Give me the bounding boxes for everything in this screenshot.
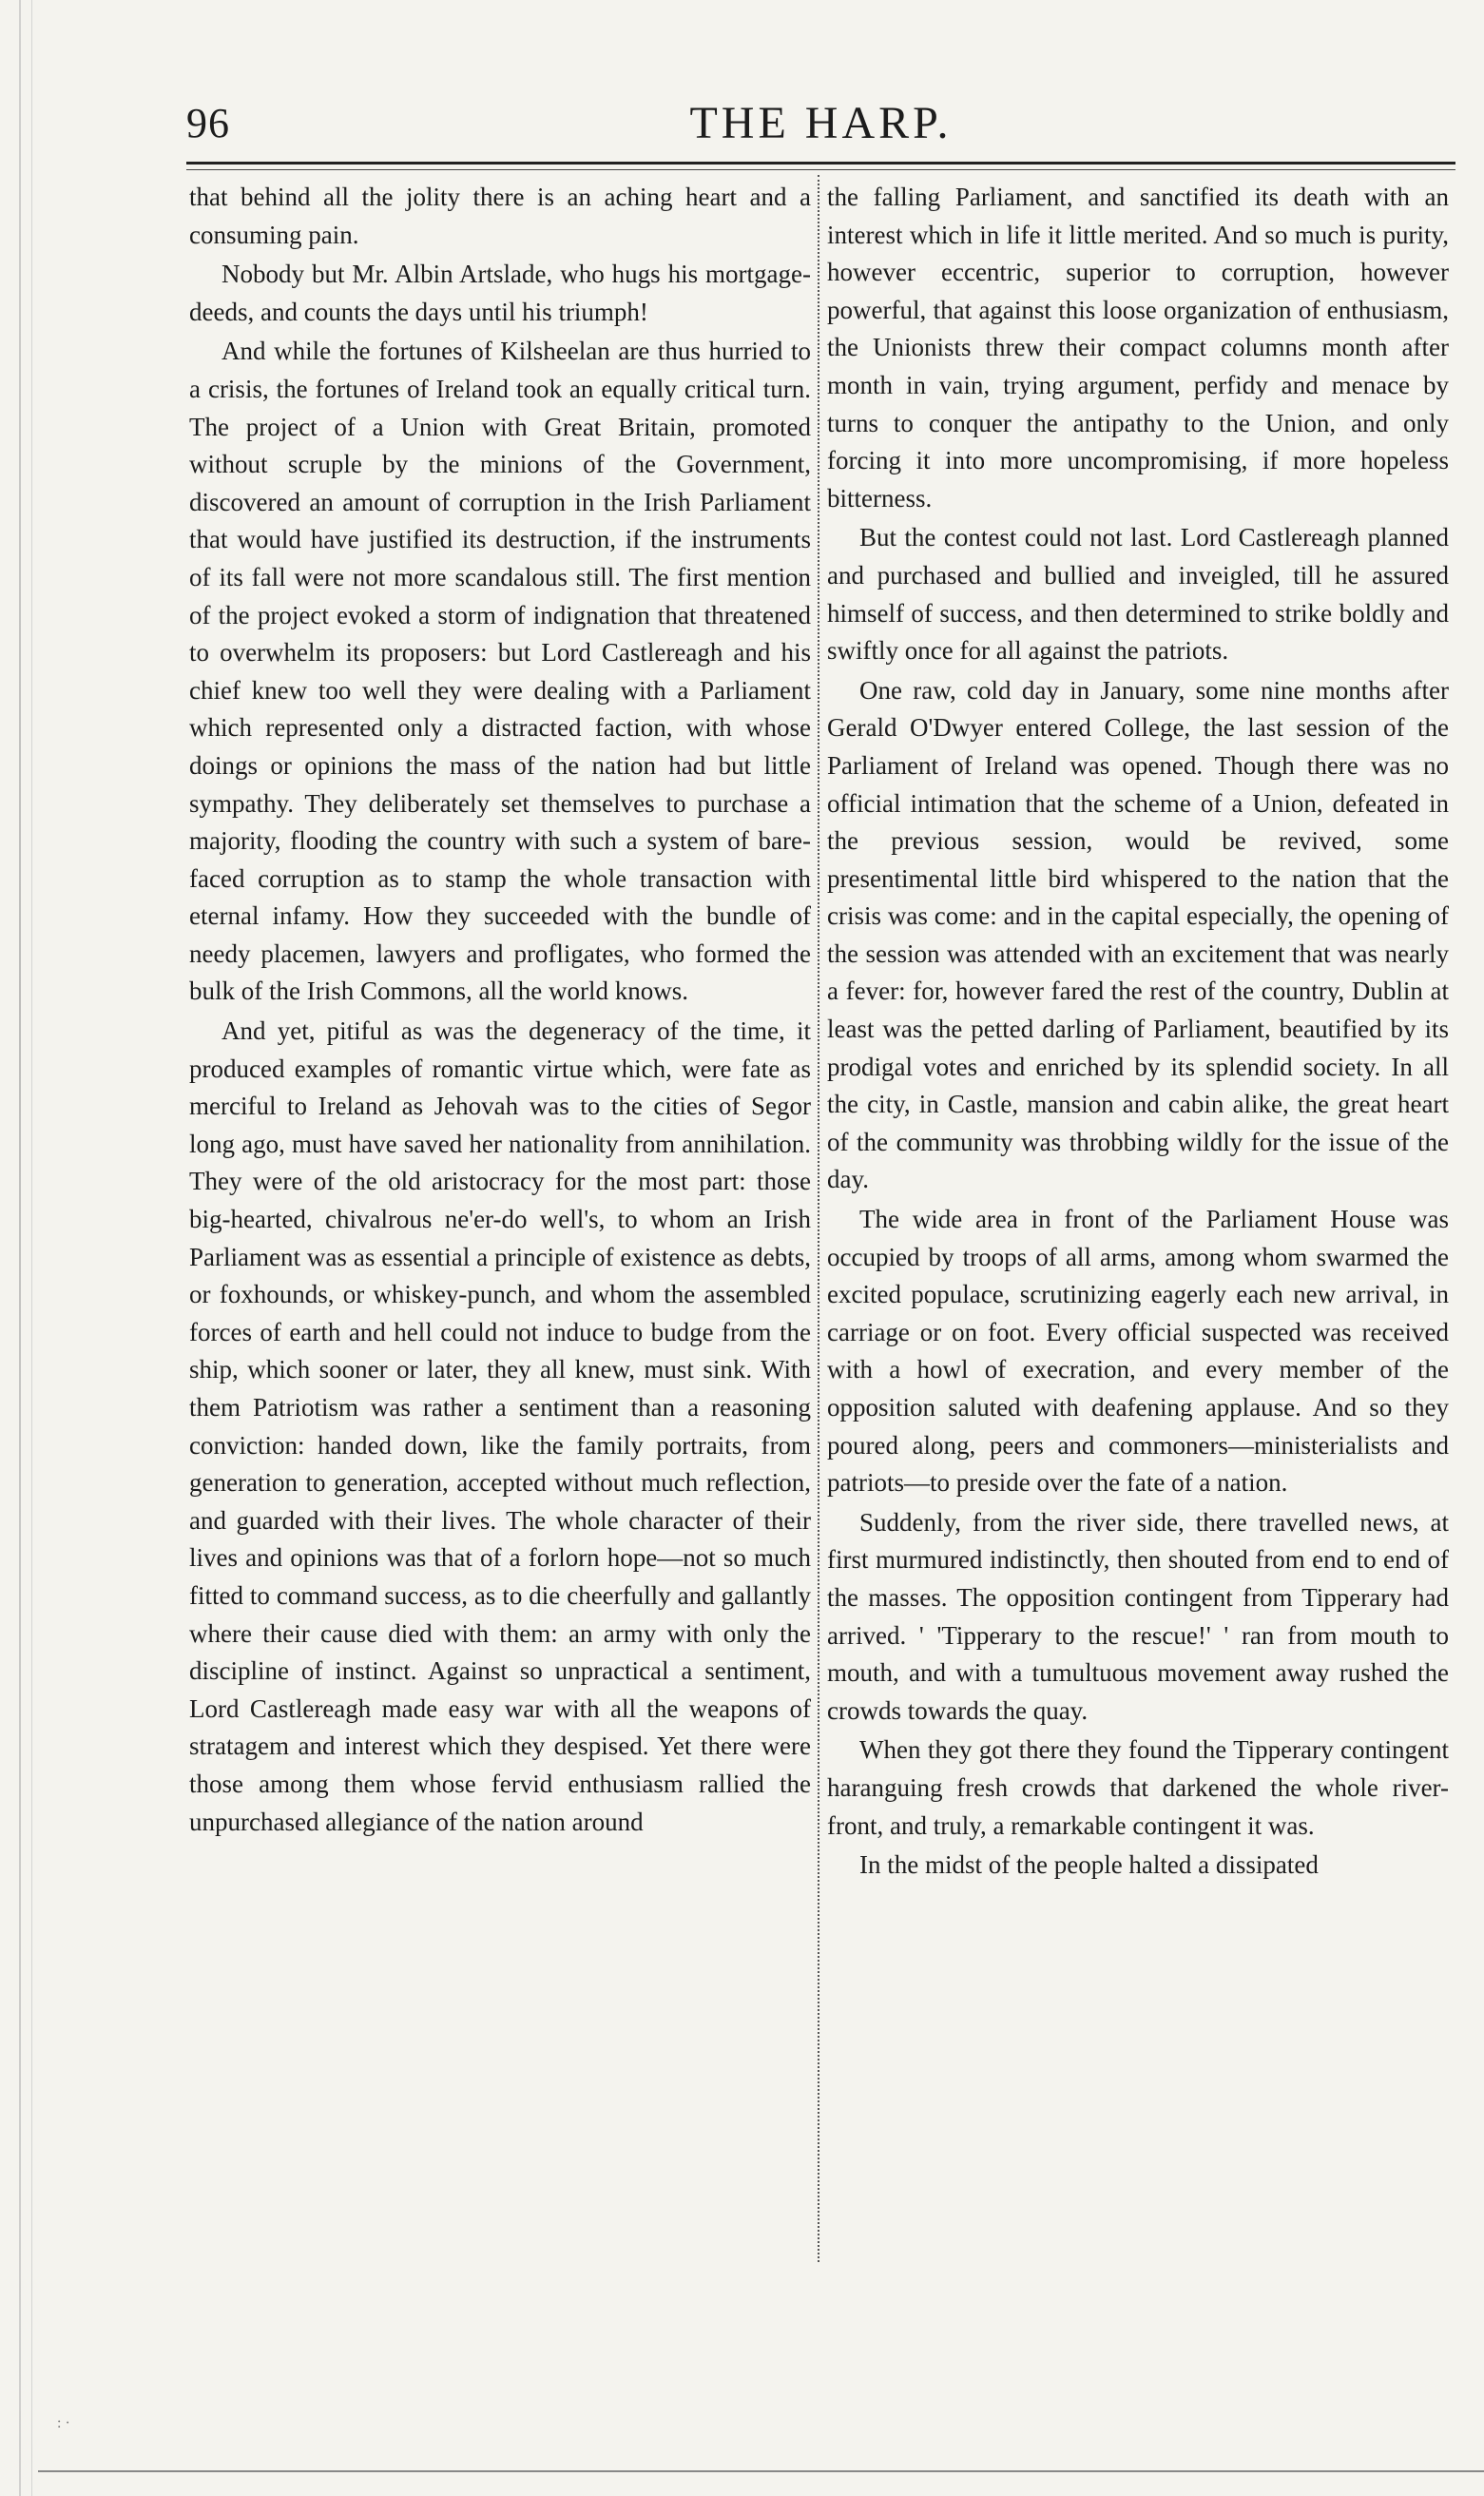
paragraph: One raw, cold day in January, some nine months after Gerald O'Dwyer entered College, the last session of the Parliament of Ireland was opened. Though there was no official intimation that the scheme of a Union, defeated in the previous session, would be revived, some presentimental little bird whispered to the nation that the crisis was come: and in the capital especially, the opening of the session was attended with an excitement that was nearly a fever: for, however fared the rest of the country, Dublin at least was the petted darling of Parliament, beautified by its prodigal votes and enriched by its splendid society. In all the city, in Castle, mansion and cabin alike, the great heart of the community was throbbing wildly for the issue of the day. xyxy=(827,675,1449,1194)
header-rule xyxy=(186,162,1455,167)
print-specks: : · xyxy=(57,2415,70,2431)
paragraph: the falling Parliament, and sanctified its death with an interest which in life it little merited. And so much is purity, however eccentric, superior to corruption, however powerful, that against this loose organization of enthusiasm, the Unionists threw their compact columns month after month in vain, trying argument, perfidy and menace by turns to conquer the antipathy to the Union, and only forcing it into more uncompromising, if more hopeless bitterness. xyxy=(827,183,1449,513)
paragraph: And yet, pitiful as was the degeneracy of the time, it produced examples of romantic virtue which, were fate as merciful to Ireland as Jehovah was to the cities of Segor long ago, must have saved her nationality from annihilation. They were of the old aristocracy for the most part: those big-hearted, chivalrous ne'er-do well's, to whom an Irish Parliament was as essential a principle of existence as debts, or foxhounds, or whiskey-punch, and whom the assembled forces of earth and hell could not induce to budge from the ship, which sooner or later, they all knew, must sink. With them Patriotism was rather a sentiment than a reasoning conviction: handed down, like the family portraits, from generation to generation, accepted without much reflection, and guarded with their lives. The whole character of their lives and opinions was that of a forlorn hope—not so much fitted to command success, as to die cheerfully and gallantly where their cause died with them: an army with only the discipline of instinct. Against so unpractical a sentiment, Lord Castlereagh made easy war with all the weapons of stratagem and interest which they despised. Yet there were those among them whose fervid enthusiasm rallied the unpurchased allegiance of the nation around xyxy=(189,1016,811,1836)
column-divider xyxy=(818,175,819,2262)
right-column xyxy=(827,179,1449,1885)
binding-margin-line xyxy=(19,0,21,2496)
running-title: THE HARP. xyxy=(689,98,953,148)
page-number: 96 xyxy=(186,100,230,146)
paragraph: that behind all the jolity there is an aching heart and a consuming pain. xyxy=(189,183,811,249)
page-header xyxy=(186,93,1455,158)
binding-margin-line-secondary xyxy=(31,0,32,2496)
left-column xyxy=(189,179,811,1841)
paragraph: Nobody but Mr. Albin Artslade, who hugs his mortgage-deeds, and counts the days until his triumph! xyxy=(189,260,811,326)
paragraph: In the midst of the people halted a dissipated xyxy=(859,1850,1319,1880)
paragraph: When they got there they found the Tipperary contingent haranguing fresh crowds that darkened the whole river-front, and truly, a remarkable contingent it was. xyxy=(827,1735,1449,1840)
bottom-page-edge xyxy=(38,2470,1484,2472)
paragraph: But the contest could not last. Lord Castlereagh planned and purchased and bullied and inveigled, till he assured himself of success, and then determined to strike boldly and swiftly once for all against the patriots. xyxy=(827,523,1449,666)
header-rule-thin xyxy=(186,169,1455,170)
paragraph: The wide area in front of the Parliament House was occupied by troops of all arms, among whom swarmed the excited populace, scrutinizing eagerly each new arrival, in carriage or on foot. Every official suspected was received with a howl of execration, and every member of the opposition saluted with deafening applause. And so they poured along, peers and commoners—ministerialists and patriots—to preside over the fate of a nation. xyxy=(827,1205,1449,1498)
paragraph: And while the fortunes of Kilsheelan are thus hurried to a crisis, the fortunes of Ireland took an equally critical turn. The project of a Union with Great Britain, promoted without scruple by the minions of the Government, discovered an amount of corruption in the Irish Parliament that would have justified its destruction, if the instruments of its fall were not more scandalous still. The first mention of the project evoked a storm of indignation that threatened to overwhelm its proposers: but Lord Castlereagh and his chief knew too well they were dealing with a Parliament which represented only a distracted faction, with whose doings or opinions the mass of the nation had but little sympathy. They deliberately set themselves to purchase a majority, flooding the country with such a system of bare-faced corruption as to stamp the whole transaction with eternal infamy. How they succeeded with the bundle of needy placemen, lawyers and profligates, who formed the bulk of the Irish Commons, all the world knows. xyxy=(189,337,811,1006)
paragraph: Suddenly, from the river side, there travelled news, at first murmured indistinctly, then shouted from end to end of the masses. The opposition contingent from Tipperary had arrived. ' 'Tipperary to the rescue!' ' ran from mouth to mouth, and with a tumultuous movement away rushed the crowds towards the quay. xyxy=(827,1507,1449,1725)
